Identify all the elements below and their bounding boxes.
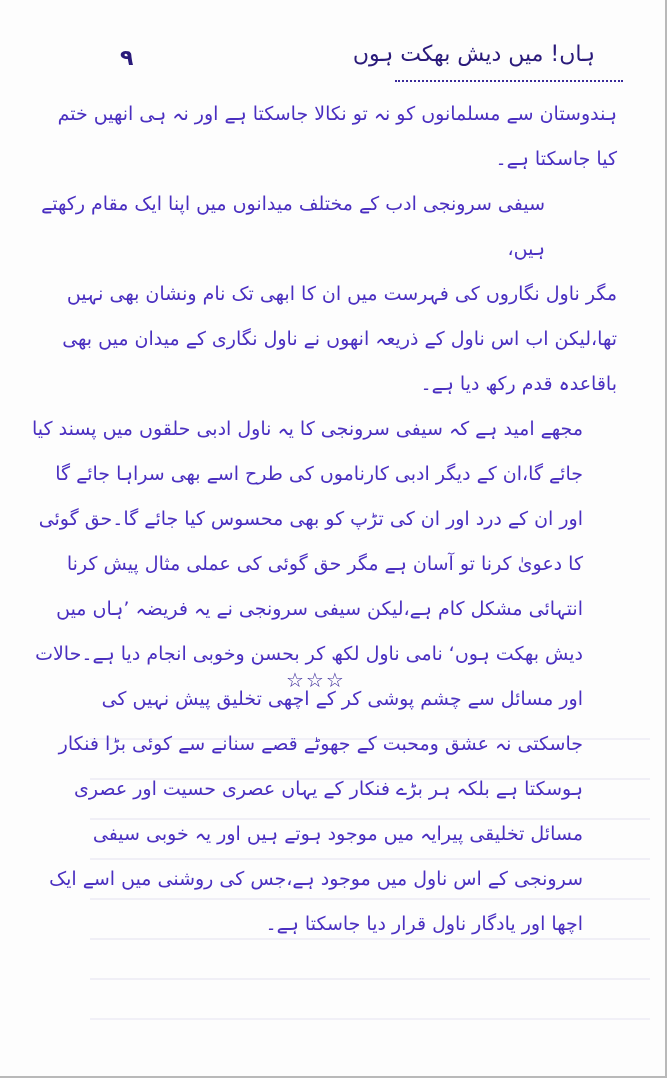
paragraph: مگر ناول نگاروں کی فہرست میں ان کا ابھی تک نام ونشان بھی نہیں تھا،لیکن اب اس ناول کے ذریعہ انھوں نے ناول نگاری کے میدان میں بھی باقاعدہ قدم رکھ دیا ہے۔ <box>62 283 617 395</box>
paragraph: سیفی سرونجی ادب کے مختلف میدانوں میں اپنا ایک مقام رکھتے ہیں، <box>41 193 545 260</box>
section-end-ornament: ☆☆☆ <box>286 668 346 692</box>
header-divider <box>395 80 623 82</box>
page-header <box>0 36 665 80</box>
paragraph: مجھے امید ہے کہ سیفی سرونجی کا یہ ناول ادبی حلقوں میں پسند کیا جائے گا،ان کے دیگر ادبی کارناموں کی طرح اسے بھی سراہا جائے گا اور ان کے درد اور ان کی تڑپ کو بھی محسوس کیا جائے گا۔حق گوئی کا دعویٰ کرنا تو آسان ہے مگر حق گوئی کی عملی مثال پیش کرنا انتہائی مشکل کام ہے،لیکن سیفی سرونجی نے یہ فریضہ ’ہاں میں دیش بھکت ہوں‘ نامی ناول لکھ کر بحسن وخوبی انجام دیا ہے۔حالات اور مسائل سے چشم پوشی کر کے اچھی تخلیق پیش نہیں کی جاسکتی نہ عشق ومحبت کے جھوٹے قصے سنانے سے کوئی بڑا فنکار ہوسکتا ہے بلکہ ہر بڑے فنکار کے یہاں عصری حسیت اور عصری مسائل تخلیقی پیرایہ میں موجود ہوتے ہیں اور یہ خوبی سیفی سرونجی کے اس ناول میں موجود ہے،جس کی روشنی میں اسے ایک اچھا اور یادگار ناول قرار دیا جاسکتا ہے۔ <box>32 418 583 935</box>
paragraph: ہندوستان سے مسلمانوں کو نہ تو نکالا جاسکتا ہے اور نہ ہی انھیں ختم کیا جاسکتا ہے۔ <box>57 103 617 170</box>
reverse-side-bleedthrough <box>90 700 650 1040</box>
running-title: ہاں! میں دیش بھکت ہوں <box>352 42 595 67</box>
page-number: ۹ <box>120 46 134 71</box>
